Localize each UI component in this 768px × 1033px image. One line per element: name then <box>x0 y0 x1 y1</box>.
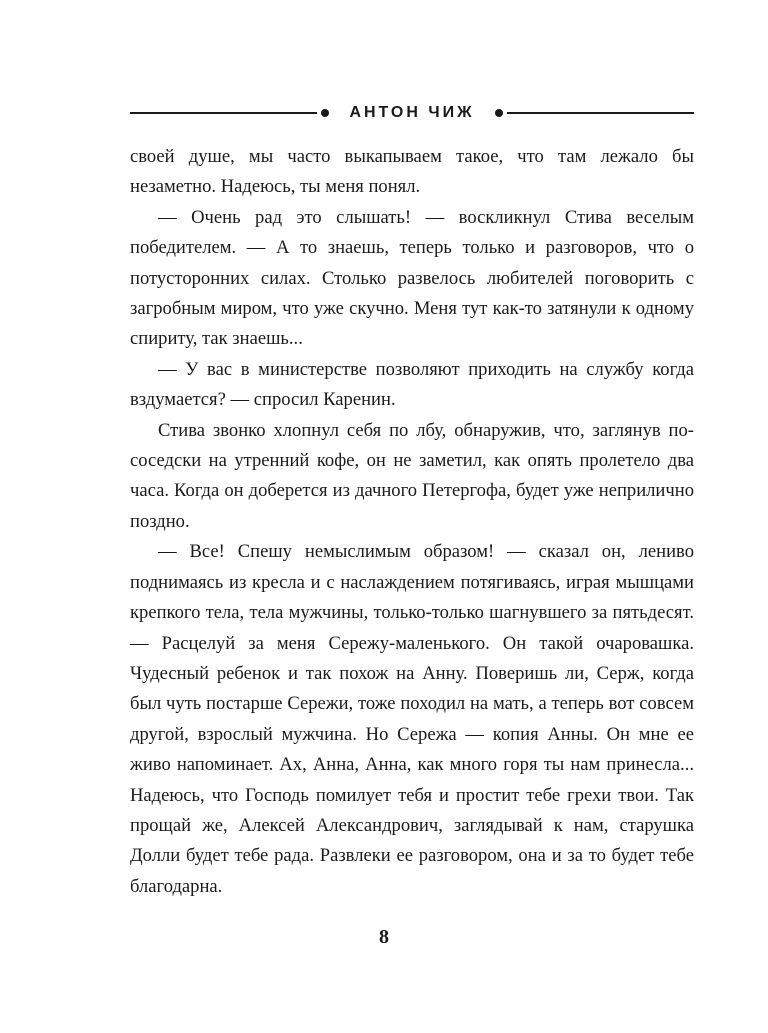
paragraph-1: своей душе, мы часто выкапываем такое, что там лежало бы незаметно. Надеюсь, ты меня понял. <box>130 146 694 198</box>
right-rule <box>507 112 694 114</box>
left-rule <box>130 112 317 114</box>
page-number: 8 <box>379 926 389 948</box>
right-dot <box>495 109 503 117</box>
running-head <box>130 101 694 125</box>
left-dot <box>321 109 329 117</box>
paragraph-2: — Очень рад это слышать! — воскликнул Стива веселым победителем. — А то знаешь, теперь только и разговоров, что о потусторонних силах. Столько развелось любителей поговорить с загробным миром, что уже скучно. Меня тут как-то затянули к одному спириту, так знаешь... <box>130 206 694 350</box>
paragraph-4: Стива звонко хлопнул себя по лбу, обнаружив, что, заглянув по-соседски на утренний кофе, он не заметил, как опять пролетело два часа. Когда он доберется из дачного Петергофа, будет уже неприлично поздно. <box>130 419 694 532</box>
author-name: АНТОН ЧИЖ <box>349 104 475 121</box>
body-text <box>130 142 694 902</box>
paragraph-5: — Все! Спешу немыслимым образом! — сказал он, лениво поднимаясь из кресла и с наслаждением потягиваясь, играя мышцами крепкого тела, тела мужчины, только-только шагнувшего за пятьдесят. — Расцелуй за меня Сережу-маленького. Он такой очаровашка. Чудесный ребенок и так похож на Анну. Поверишь ли, Серж, когда был чуть постарше Сережи, тоже походил на мать, а теперь вот совсем другой, взрослый мужчина. Но Сережа — копия Анны. Он мне ее живо напоминает. Ах, Анна, Анна, как много горя ты нам принесла... Надеюсь, что Господь помилует тебя и простит тебе грехи твои. Так прощай же, Алексей Александрович, заглядывай к нам, старушка Долли будет тебе рада. Развлеки ее разговором, она и за то будет тебе благодарна. <box>130 541 694 897</box>
paragraph-3: — У вас в министерстве позволяют приходить на службу когда вздумается? — спросил Каренин. <box>130 358 694 411</box>
